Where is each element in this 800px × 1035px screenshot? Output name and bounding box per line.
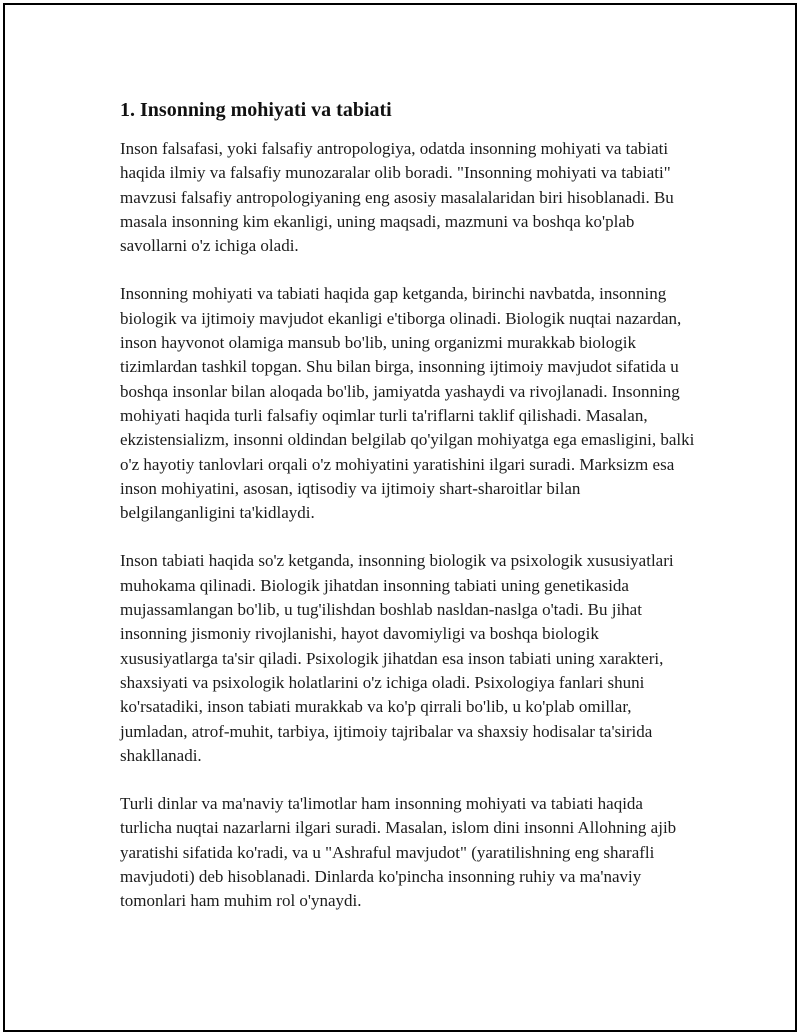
- document-page: [3, 3, 797, 1032]
- paragraph-2: Insonning mohiyati va tabiati haqida gap ketganda, birinchi navbatda, insonning biologik va ijtimoiy mavjudot ekanligi e'tiborga olinadi. Biologik nuqtai nazardan, inson hayvonot olamiga mansub bo'lib, uning organizmi murakkab biologik tizimlardan tashkil topgan. Shu bilan birga, insonning ijtimoiy mavjudot sifatida u boshqa insonlar bilan aloqada bo'lib, jamiyatda yashaydi va rivojlanadi. Insonning mohiyati haqida turli falsafiy oqimlar turli ta'riflarni taklif qilishadi. Masalan, ekzistensializm, insonni oldindan belgilab qo'yilgan mohiyatga ega emasligini, balki o'z hayotiy tanlovlari orqali o'z mohiyatini yaratishini ilgari suradi. Marksizm esa inson mohiyatini, asosan, iqtisodiy va ijtimoiy shart-sharoitlar bilan belgilanganligini ta'kidlaydi.: [120, 284, 695, 523]
- paragraph-1: Inson falsafasi, yoki falsafiy antropologiya, odatda insonning mohiyati va tabiati haqida ilmiy va falsafiy munozaralar olib boradi. "Insonning mohiyati va tabiati" mavzusi falsafiy antropologiyaning eng asosiy masalalaridan biri hisoblanadi. Bu masala insonning kim ekanligi, uning maqsadi, mazmuni va boshqa ko'plab savollarni o'z ichiga oladi.: [120, 139, 674, 256]
- document-body: [120, 93, 695, 938]
- paragraph-3: Inson tabiati haqida so'z ketganda, insonning biologik va psixologik xususiyatlari muhokama qilinadi. Biologik jihatdan insonning tabiati uning genetikasida mujassamlangan bo'lib, u tug'ilishdan boshlab nasldan-naslga o'tadi. Bu jihat insonning jismoniy rivojlanishi, hayot davomiyligi va boshqa biologik xususiyatlarga ta'sir qiladi. Psixologik jihatdan esa inson tabiati uning xarakteri, shaxsiyati va psixologik holatlarini o'z ichiga oladi. Psixologiya fanlari shuni ko'rsatadiki, inson tabiati murakkab va ko'p qirrali bo'lib, u ko'plab omillar, jumladan, atrof-muhit, tarbiya, ijtimoiy tajribalar va shaxsiy hodisalar ta'sirida shakllanadi.: [120, 551, 674, 765]
- paragraph-4: Turli dinlar va ma'naviy ta'limotlar ham insonning mohiyati va tabiati haqida turlicha nuqtai nazarlarni ilgari suradi. Masalan, islom dini insonni Allohning ajib yaratishi sifatida ko'radi, va u "Ashraful mavjudot" (yaratilishning eng sharafli mavjudoti) deb hisoblanadi. Dinlarda ko'pincha insonning ruhiy va ma'naviy tomonlari ham muhim rol o'ynaydi.: [120, 794, 677, 911]
- section-heading: 1. Insonning mohiyati va tabiati: [120, 99, 392, 121]
